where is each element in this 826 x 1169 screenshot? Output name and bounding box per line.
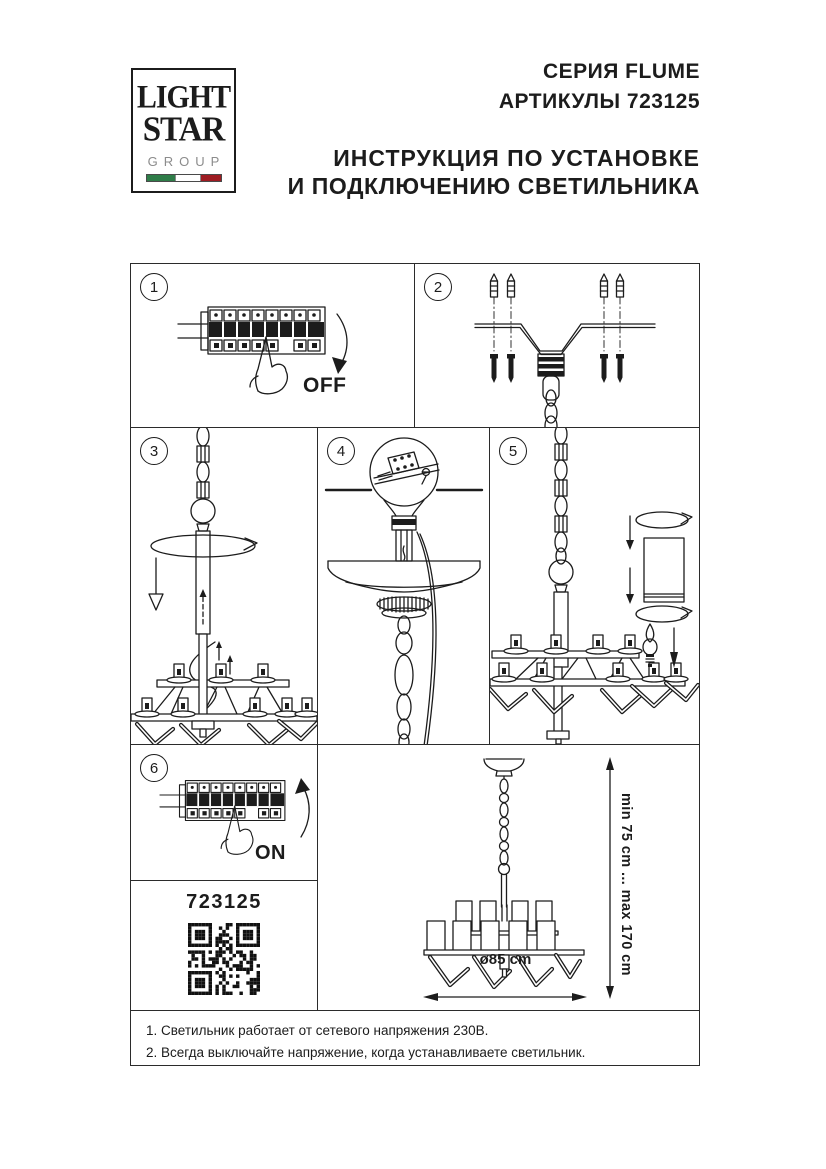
step-4-panel [317, 427, 490, 745]
step-1-number: 1 [140, 273, 168, 301]
step-5-number: 5 [499, 437, 527, 465]
italian-flag-stripe [146, 174, 222, 182]
off-label: OFF [303, 374, 347, 397]
article-number: АРТИКУЛЫ 723125 [498, 90, 700, 113]
flag-white [175, 175, 202, 181]
flag-red [201, 175, 220, 181]
diameter-label: ø85 cm [479, 951, 532, 968]
lightstar-logo [131, 68, 236, 193]
circuit-breaker-off-illustration [131, 264, 414, 427]
step-5-panel [489, 427, 700, 745]
note-line-2: 2. Всегда выключайте напряжение, когда устанавливаете светильник. [146, 1044, 586, 1060]
shades-and-bulbs-illustration [490, 428, 699, 744]
on-label: ON [255, 842, 286, 864]
page-title-line2: И ПОДКЛЮЧЕНИЮ СВЕТИЛЬНИКА [287, 173, 700, 199]
step-2-number: 2 [424, 273, 452, 301]
series-title: СЕРИЯ FLUME [542, 60, 700, 83]
article-code: 723125 [186, 891, 262, 913]
ceiling-bracket-illustration [415, 264, 699, 427]
dimensions-panel [317, 744, 700, 1011]
notes-panel [130, 1010, 700, 1066]
height-range-label: min 75 cm ... max 170 cm [618, 793, 634, 976]
qr-code [188, 923, 260, 995]
step-3-panel [130, 427, 318, 745]
step-6-panel [130, 744, 318, 881]
hang-chandelier-illustration [131, 428, 317, 744]
logo-word-group: GROUP [147, 154, 226, 169]
step-4-number: 4 [327, 437, 355, 465]
flag-green [147, 175, 175, 181]
page-title-line1: ИНСТРУКЦИЯ ПО УСТАНОВКЕ [333, 145, 700, 171]
logo-word-star: STAR [142, 111, 225, 149]
step-6-number: 6 [140, 754, 168, 782]
chandelier-dimensions-illustration [318, 745, 699, 1010]
wire-connection-illustration [318, 428, 489, 744]
article-qr-panel [130, 880, 318, 1011]
step-2-panel [414, 263, 700, 428]
logo-word-light: LIGHT [136, 79, 231, 116]
step-1-panel [130, 263, 415, 428]
step-3-number: 3 [140, 437, 168, 465]
note-line-1: 1. Светильник работает от сетевого напряжения 230В. [146, 1023, 489, 1038]
